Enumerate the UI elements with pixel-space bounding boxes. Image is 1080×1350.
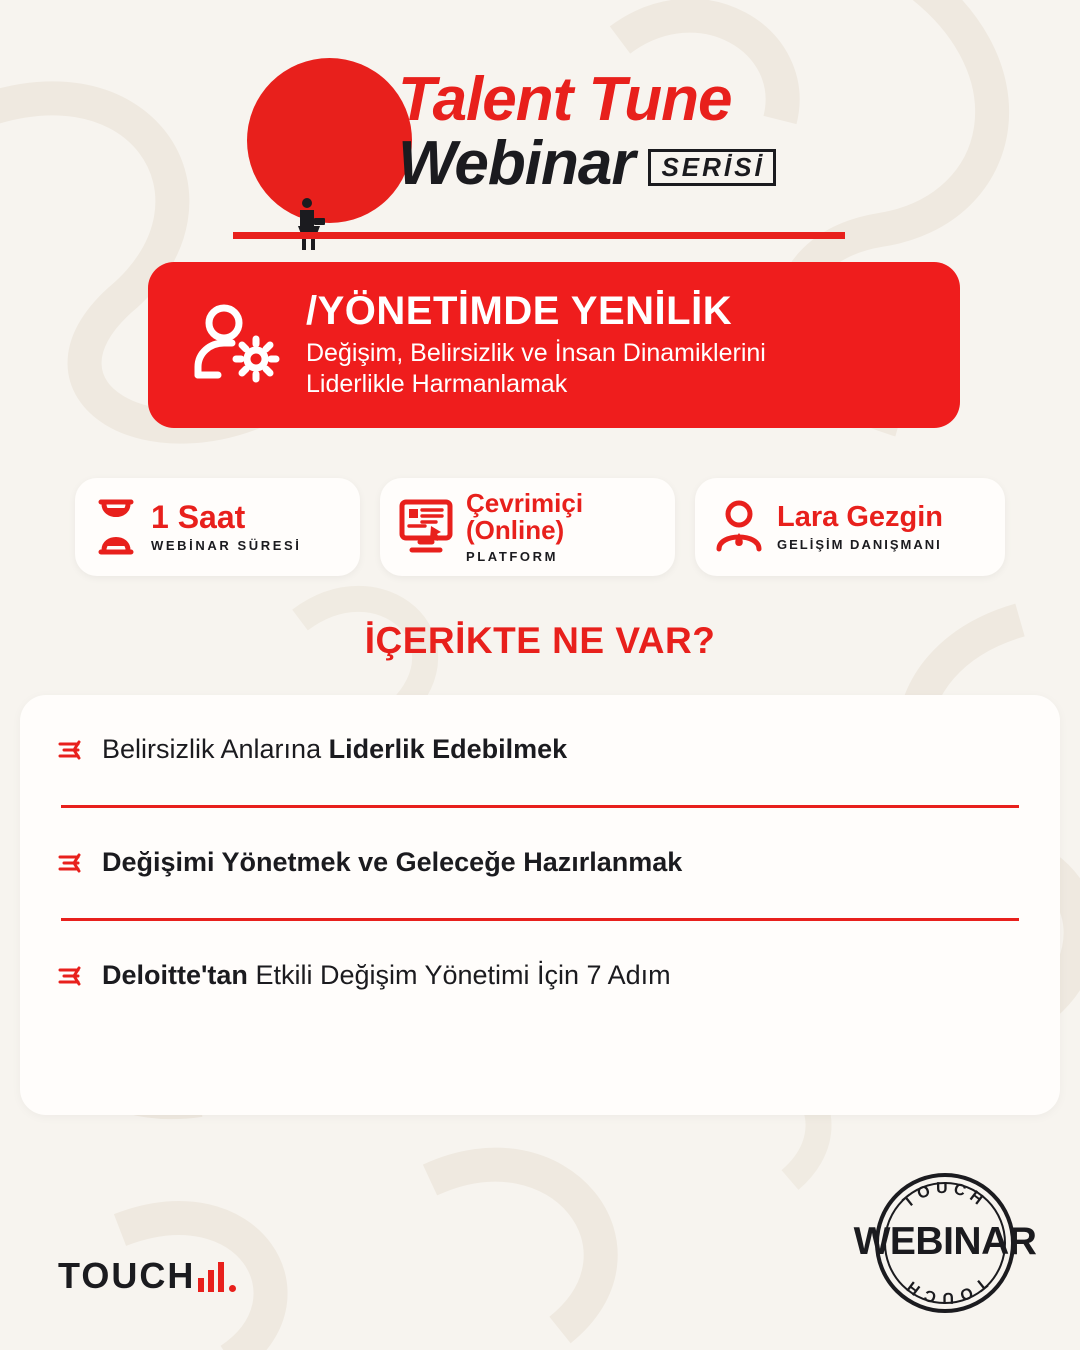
section-heading: İÇERİKTE NE VAR? [364,620,716,661]
speaker-avatar-icon [713,499,765,555]
brand-series-badge: SERİSİ [648,149,775,186]
list-item-text-plain: Belirsizlik Anlarına [102,734,329,765]
brand-line-2: Webinar [398,128,635,198]
touch-logo-bars-icon [198,1262,224,1292]
person-with-laptop-icon [292,196,326,252]
list-item-text-bold: Deloitte'tan [102,960,248,991]
info-card-platform [380,478,675,576]
list-bullet-icon [58,737,84,763]
touch-logo-dot-icon [229,1285,236,1292]
svg-text:TOUCH: TOUCH [900,1274,990,1307]
list-bullet-icon [58,963,84,989]
info-card-speaker-role: GELİŞİM DANIŞMANI [777,536,942,552]
list-bullet-icon [58,850,84,876]
list-item [20,921,1060,1031]
list-item-text-bold: Değişimi Yönetmek ve Geleceğe Hazırlanmak [102,847,683,878]
user-gear-icon [184,297,292,393]
banner-subtitle-line-2: Liderlikle Harmanlamak [306,370,568,398]
info-card-duration-label: WEBİNAR SÜRESİ [151,538,302,553]
info-card-platform-value-1: Çevrimiçi [466,488,584,519]
brand-line-1: Talent Tune [398,65,732,134]
banner-title: /YÖNETİMDE YENİLİK [306,288,733,333]
info-card-platform-value-2: (Online) [466,515,565,545]
list-item [20,695,1060,805]
monitor-icon [398,498,454,556]
header-divider [233,232,845,239]
svg-text:TOUCH: TOUCH [900,1179,990,1212]
info-cards-row [75,478,1005,576]
content-panel [20,695,1060,1115]
content-list [20,695,1060,1031]
hourglass-icon [93,498,139,556]
red-circle-decor [247,58,412,223]
list-item-text-plain: Etkili Değişim Yönetimi İçin 7 Adım [247,960,671,991]
brand-wordmark [398,65,868,198]
title-banner [148,262,960,428]
touch-logo [58,1255,236,1296]
list-item [20,808,1060,918]
info-card-platform-label: PLATFORM [466,548,559,564]
banner-subtitle-line-1: Değişim, Belirsizlik ve İnsan Dinamiklerini [306,338,766,367]
webinar-stamp-label: WEBINAR [853,1220,1037,1263]
info-card-duration [75,478,360,576]
info-card-speaker-name: Lara Gezgin [777,500,943,533]
info-card-duration-value: 1 Saat [151,499,246,535]
webinar-stamp [845,1168,1045,1318]
header [0,48,1080,248]
info-card-speaker [695,478,1005,576]
list-item-text-bold: Liderlik Edebilmek [328,734,568,765]
touch-logo-text: TOUCH [58,1255,196,1296]
